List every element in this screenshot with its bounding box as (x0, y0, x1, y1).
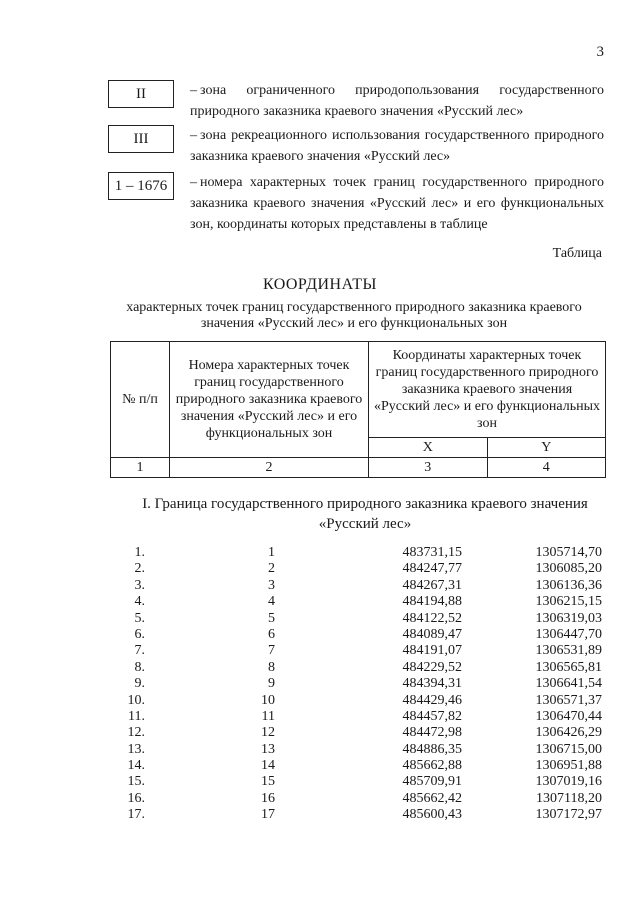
document-subtitle: характерных точек границ государственного природного заказника краевого значения «Русский лес» и его функциональных зон (126, 300, 582, 331)
table-row (0, 709, 640, 725)
header-cell-x: X (369, 438, 488, 458)
coord-x: 484472,98 (402, 725, 462, 741)
legend-symbol-box: 1 – 1676 (108, 172, 174, 200)
row-number: 4. (134, 594, 145, 610)
coord-x: 484267,31 (402, 577, 462, 593)
coord-y: 1306715,00 (535, 741, 602, 757)
point-number: 4 (268, 594, 275, 610)
legend-text: зона ограниченного природопользования государственного природного заказника краевого значения «Русский лес» (190, 83, 604, 119)
point-number: 6 (268, 626, 275, 642)
table-row (0, 758, 640, 774)
header-cell-y: Y (487, 438, 606, 458)
table-row (0, 791, 640, 807)
row-number: 3. (134, 577, 145, 593)
point-number: 16 (261, 790, 275, 806)
coord-y: 1307172,97 (535, 807, 602, 823)
coord-y: 1306951,88 (535, 758, 602, 774)
header-cell-index-2: 2 (170, 458, 369, 478)
row-number: 7. (134, 643, 145, 659)
coord-y: 1306571,37 (535, 692, 602, 708)
table-row (0, 693, 640, 709)
point-number: 17 (261, 807, 275, 823)
header-cell-index-3: 3 (369, 458, 488, 478)
row-number: 11. (128, 708, 145, 724)
coord-x: 485600,43 (402, 807, 462, 823)
point-number: 3 (268, 577, 275, 593)
table-row (0, 545, 640, 561)
point-number: 11 (261, 708, 275, 724)
coord-y: 1306470,44 (535, 708, 602, 724)
legend-dash: – (190, 175, 197, 190)
table-row (0, 676, 640, 692)
coord-y: 1306447,70 (535, 626, 602, 642)
coord-x: 485662,42 (402, 790, 462, 806)
legend-description (190, 80, 604, 122)
table-row (0, 725, 640, 741)
point-number: 10 (261, 692, 275, 708)
document-title: КООРДИНАТЫ (263, 276, 377, 293)
table-caption: Таблица (552, 246, 602, 261)
row-number: 10. (127, 692, 145, 708)
coord-y: 1306085,20 (535, 561, 602, 577)
coord-x: 484089,47 (402, 626, 462, 642)
table-row (0, 643, 640, 659)
legend-description (190, 172, 604, 235)
legend-symbol-box: III (108, 125, 174, 153)
coord-y: 1306215,15 (535, 594, 602, 610)
coord-y: 1306319,03 (535, 610, 602, 626)
point-number: 9 (268, 676, 275, 692)
point-number: 5 (268, 610, 275, 626)
coord-y: 1306565,81 (535, 659, 602, 675)
coord-x: 484394,31 (402, 676, 462, 692)
point-number: 2 (268, 561, 275, 577)
legend-description (190, 125, 604, 167)
row-number: 13. (127, 741, 145, 757)
coord-x: 483731,15 (402, 545, 462, 560)
table-row (0, 627, 640, 643)
coord-y: 1307118,20 (536, 790, 602, 806)
coordinates-list (0, 545, 640, 824)
page-number: 3 (596, 44, 604, 60)
row-number: 14. (127, 758, 145, 774)
table-row (0, 594, 640, 610)
coord-x: 484194,88 (402, 594, 462, 610)
legend-dash: – (190, 128, 197, 143)
coord-y: 1306531,89 (535, 643, 602, 659)
coord-y: 1305714,70 (535, 545, 602, 560)
row-number: 6. (134, 626, 145, 642)
table-row (0, 578, 640, 594)
coord-y: 1306641,54 (535, 676, 602, 692)
legend-symbol-box: II (108, 80, 174, 108)
coord-y: 1307019,16 (535, 774, 602, 790)
row-number: 17. (127, 807, 145, 823)
legend-text: номера характерных точек границ государственного природного заказника краевого значения «Русский лес» и его функциональных зон, координаты которых представлены в таблице (190, 175, 604, 232)
point-number: 1 (268, 545, 275, 560)
header-cell-index-1: 1 (111, 458, 170, 478)
table-row (0, 611, 640, 627)
table-row (0, 660, 640, 676)
coordinates-table-header (110, 341, 606, 478)
coord-x: 484457,82 (402, 708, 462, 724)
coord-x: 484247,77 (402, 561, 462, 577)
row-number: 1. (134, 545, 145, 560)
point-number: 7 (268, 643, 275, 659)
row-number: 12. (127, 725, 145, 741)
header-cell-coordinates: Координаты характерных точек границ государственного природного заказника краевого значения «Русский лес» и его функциональных зон (369, 342, 606, 438)
row-number: 16. (127, 790, 145, 806)
header-cell-points: Номера характерных точек границ государственного природного заказника краевого значения «Русский лес» и его функциональных зон (170, 342, 369, 458)
header-cell-index-4: 4 (487, 458, 606, 478)
point-number: 14 (261, 758, 275, 774)
coord-x: 484122,52 (402, 610, 462, 626)
row-number: 2. (134, 561, 145, 577)
coord-x: 485662,88 (402, 758, 462, 774)
coord-x: 484229,52 (402, 659, 462, 675)
row-number: 9. (134, 676, 145, 692)
point-number: 13 (261, 741, 275, 757)
section-title: I. Граница государственного природного заказника краевого значения «Русский лес» (142, 496, 588, 532)
point-number: 15 (261, 774, 275, 790)
coord-x: 485709,91 (402, 774, 462, 790)
coord-x: 484191,07 (402, 643, 462, 659)
point-number: 12 (261, 725, 275, 741)
coord-y: 1306136,36 (535, 577, 602, 593)
coord-y: 1306426,29 (535, 725, 602, 741)
coord-x: 484429,46 (402, 692, 462, 708)
point-number: 8 (268, 659, 275, 675)
legend-text: зона рекреационного использования государственного природного заказника краевого значения «Русский лес» (190, 128, 604, 164)
table-row (0, 774, 640, 790)
table-row (0, 807, 640, 823)
coord-x: 484886,35 (402, 741, 462, 757)
row-number: 15. (127, 774, 145, 790)
row-number: 5. (134, 610, 145, 626)
table-row (0, 561, 640, 577)
table-row (0, 742, 640, 758)
header-cell-number: № п/п (111, 342, 170, 458)
legend-dash: – (190, 83, 197, 98)
row-number: 8. (134, 659, 145, 675)
